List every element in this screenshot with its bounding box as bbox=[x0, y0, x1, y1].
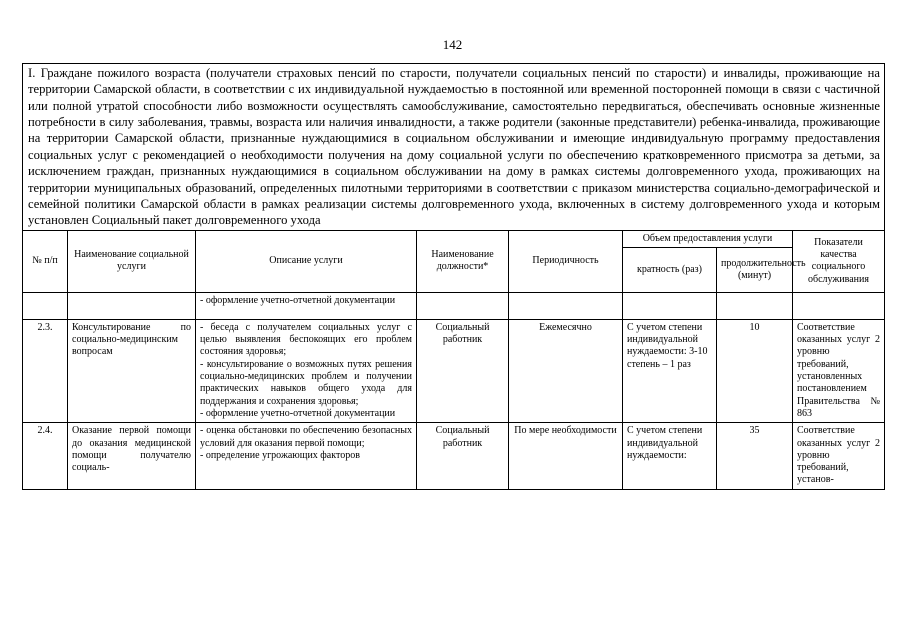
row-frequency: С учетом степени индивидуальной нуждаемости: 3-10 степень – 1 раз bbox=[623, 319, 717, 422]
description-line: - консультирование о возможных путях решения социально-медицинских проблем и получении практических навыков общего ухода для поддержания и сохранения здоровья; bbox=[200, 358, 412, 407]
continuation-position bbox=[417, 292, 509, 319]
description-line: - оценка обстановки по обеспечению безопасных условий для оказания первой помощи; bbox=[200, 425, 412, 449]
header-duration: продолжительность (минут) bbox=[717, 247, 793, 292]
row-position: Социальный работник bbox=[417, 423, 509, 489]
continuation-frequency bbox=[623, 292, 717, 319]
row-duration: 35 bbox=[717, 423, 793, 489]
page-number: 142 bbox=[442, 37, 463, 52]
description-line: - определение угрожающих факторов bbox=[200, 449, 360, 461]
header-frequency: кратность (раз) bbox=[623, 247, 717, 292]
row-quality: Соответствие оказанных услуг 2 уровню требований, установленных постановлением Правительства № 863 bbox=[793, 319, 885, 422]
description-line: - оформление учетно-отчетной документации bbox=[200, 407, 396, 419]
row-name: Оказание первой помощи до оказания медицинской помощи получателю социаль- bbox=[68, 423, 196, 489]
continuation-num bbox=[23, 292, 68, 319]
row-periodicity: Ежемесячно bbox=[509, 319, 623, 422]
row-duration: 10 bbox=[717, 319, 793, 422]
intro-row bbox=[23, 64, 885, 231]
header-periodicity: Периодичность bbox=[509, 230, 623, 292]
continuation-name bbox=[68, 292, 196, 319]
table-row bbox=[23, 319, 885, 422]
header-description: Описание услуги bbox=[196, 230, 417, 292]
continuation-description: - оформление учетно-отчетной документации bbox=[196, 292, 417, 319]
intro-text: I. Граждане пожилого возраста (получатели страховых пенсий по старости, получатели социальных пенсий по старости) и инвалиды, проживающие на территории Самарской области, в соответствии с их индивидуальной нуждаемостью в постоянной или временной посторонней помощи в связи с частичной или полной утратой способности либо возможности осуществлять самообслуживание, самостоятельно передвигаться, обеспечивать основные жизненные потребности в силу заболевания, травмы, возраста или наличия инвалидности, а также родители (законные представители) ребенка-инвалида, проживающие на территории Самарской области, признанные нуждающимися в социальном обслуживании и имеющие индивидуальную программу предоставления социальных услуг с рекомендацией о необходимости получения на дому социальной услуги по обеспечению кратковременного присмотра за детьми, за исключением граждан, признанных нуждающимися в социальном обслуживании на дому в рамках системы долговременного ухода, проживающих на территории муниципальных образований, определенных пилотными территориями в соответствии с приказом министерства социально-демографической и семейной политики Самарской области в рамках реализации системы долговременного ухода, включенных в систему долговременного ухода и которым установлен Социальный пакет долговременного ухода bbox=[23, 64, 885, 231]
row-description bbox=[196, 423, 417, 489]
row-num: 2.4. bbox=[23, 423, 68, 489]
table-row bbox=[23, 423, 885, 489]
row-periodicity: По мере необходимости bbox=[509, 423, 623, 489]
services-table bbox=[22, 63, 885, 490]
continuation-duration bbox=[717, 292, 793, 319]
header-volume: Объем предоставления услуги bbox=[623, 230, 793, 247]
continuation-quality bbox=[793, 292, 885, 319]
header-num: № п/п bbox=[23, 230, 68, 292]
row-quality: Соответствие оказанных услуг 2 уровню требований, установ- bbox=[793, 423, 885, 489]
continuation-row bbox=[23, 292, 885, 319]
row-frequency: С учетом степени индивидуальной нуждаемости: bbox=[623, 423, 717, 489]
row-num: 2.3. bbox=[23, 319, 68, 422]
header-quality: Показатели качества социального обслуживания bbox=[793, 230, 885, 292]
continuation-periodicity bbox=[509, 292, 623, 319]
header-row-1 bbox=[23, 230, 885, 247]
header-name: Наименование социальной услуги bbox=[68, 230, 196, 292]
header-position: Наименование должности* bbox=[417, 230, 509, 292]
row-name: Консультирование по социально-медицинским вопросам bbox=[68, 319, 196, 422]
row-description bbox=[196, 319, 417, 422]
description-line: - беседа с получателем социальных услуг с целью выявления беспокоящих его проблем состояния здоровья; bbox=[200, 321, 412, 358]
row-position: Социальный работник bbox=[417, 319, 509, 422]
